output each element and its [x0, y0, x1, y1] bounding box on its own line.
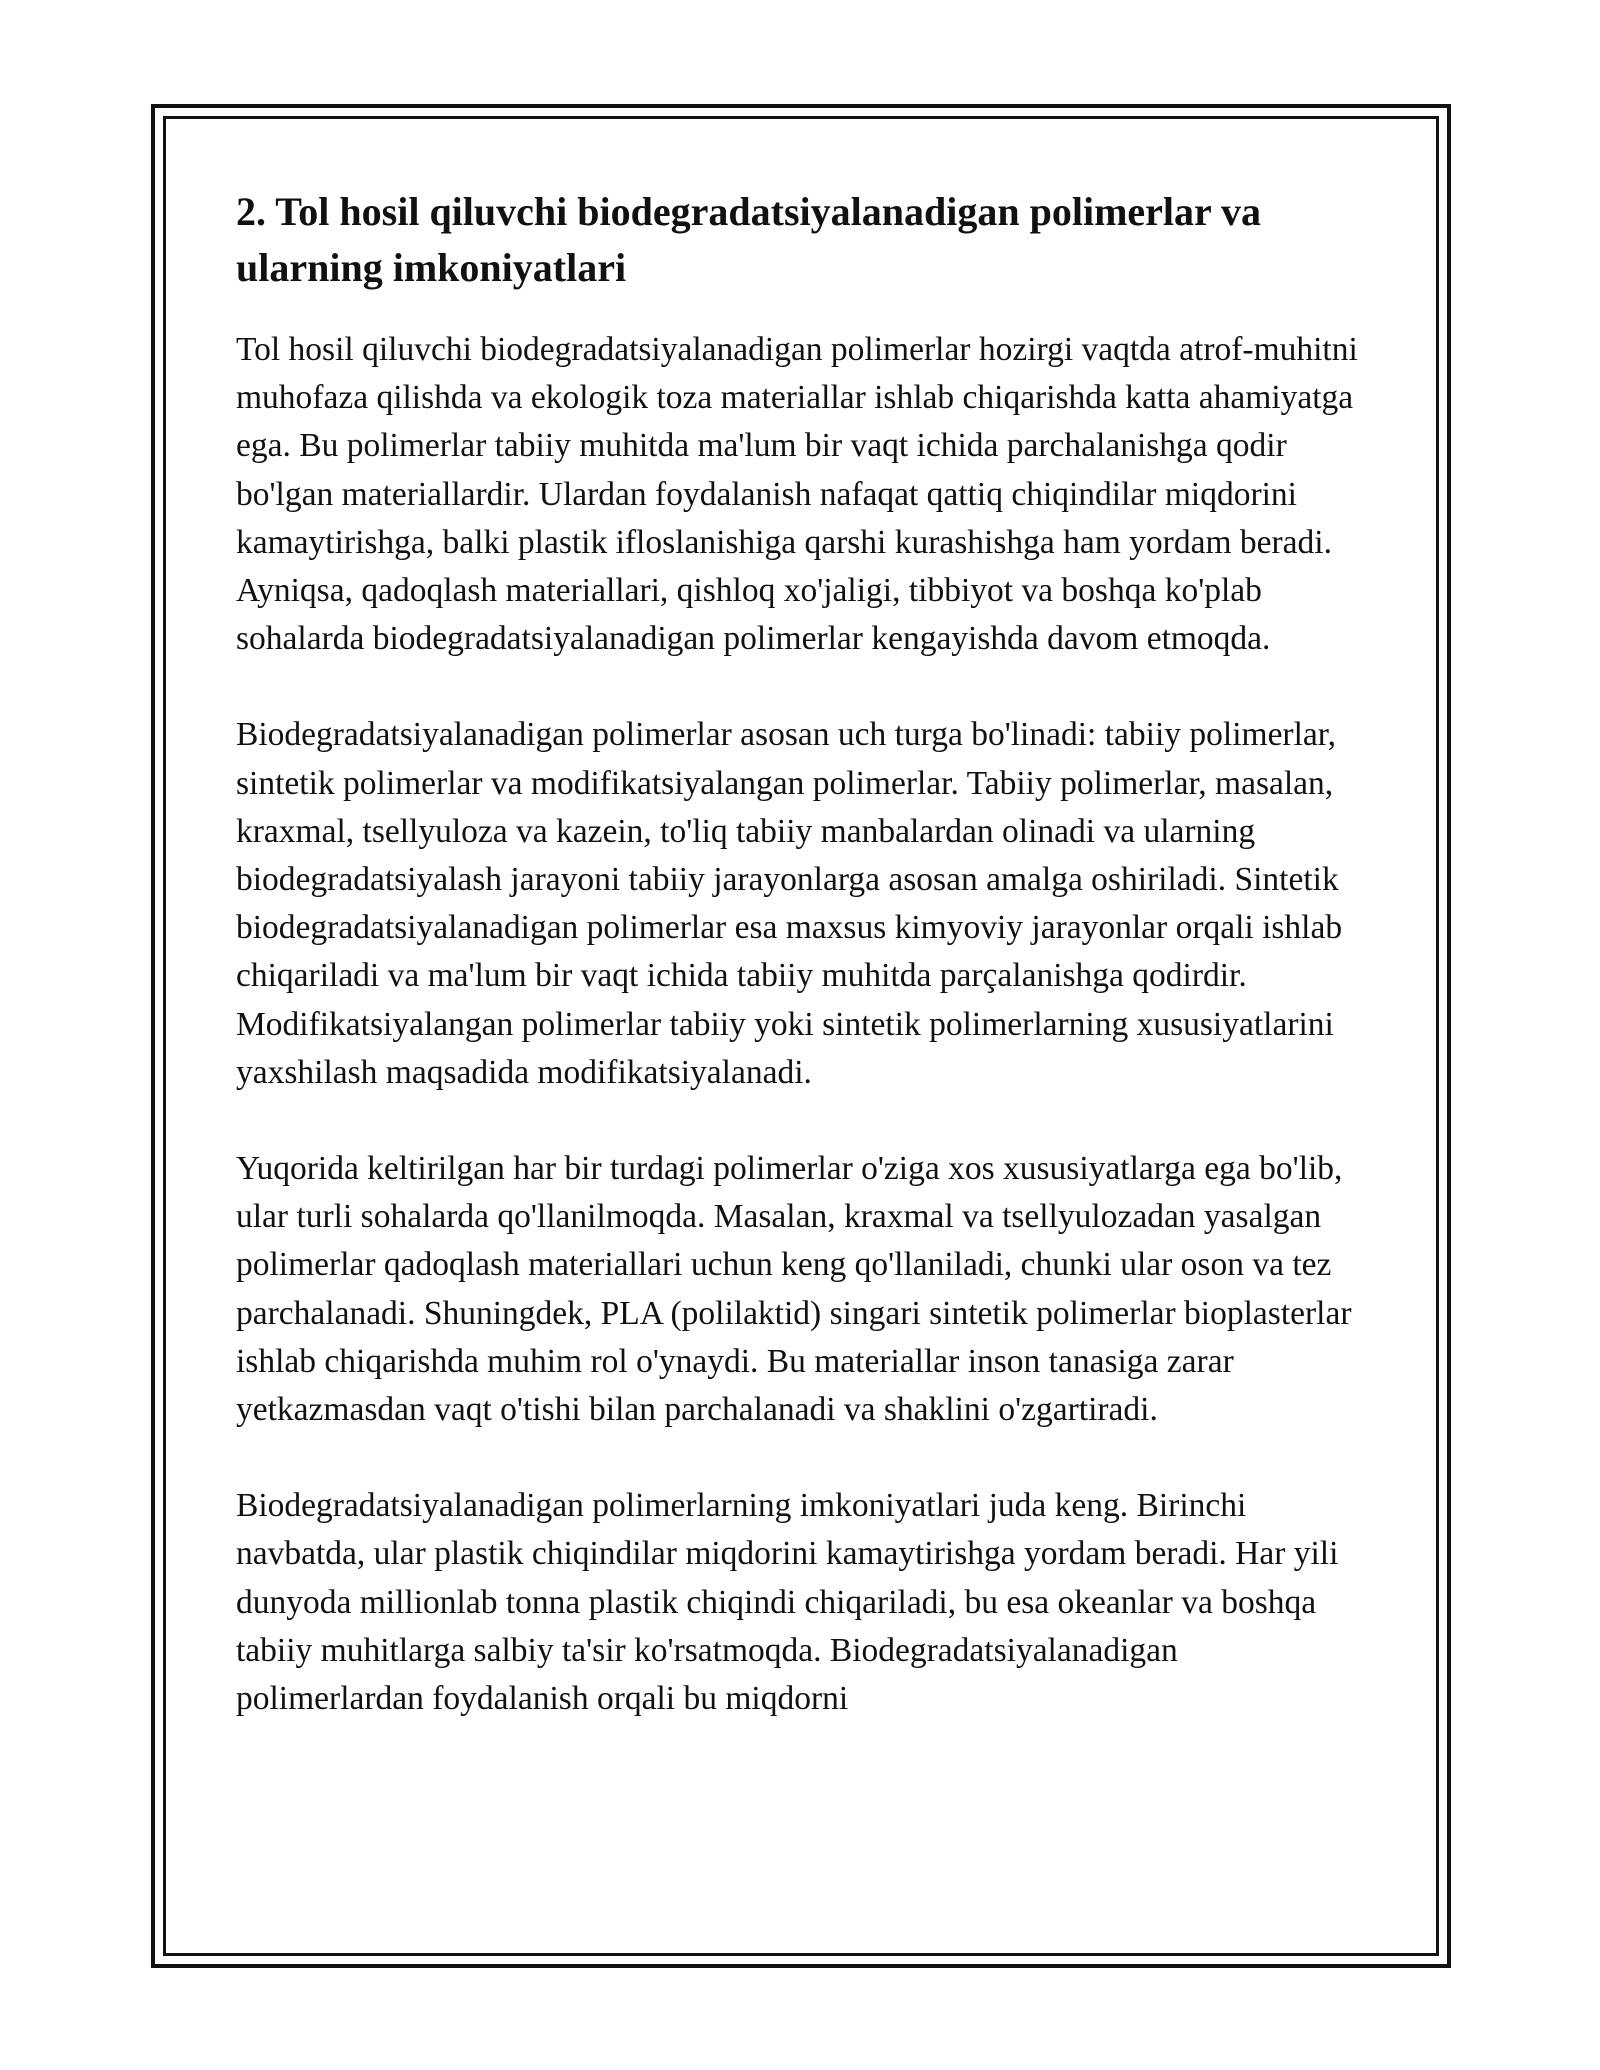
- paragraph-1: Tol hosil qiluvchi biodegradatsiyalanadigan polimerlar hozirgi vaqtda atrof-muhitni muhofaza qilishda va ekologik toza materiallar ishlab chiqarishda katta ahamiyatga ega. Bu polimerlar tabiiy muhitda ma'lum bir vaqt ichida parchalanishga qodir bo'lgan materiallardir. Ulardan foydalanish nafaqat qattiq chiqindilar miqdorini kamaytirishga, balki plastik ifloslanishiga qarshi kurashishga ham yordam beradi. Ayniqsa, qadoqlash materiallari, qishloq xo'jaligi, tibbiyot va boshqa ko'plab sohalarda biodegradatsiyalanadigan polimerlar kengayishda davom etmoqda.: [236, 331, 1358, 658]
- document-content: [236, 184, 1366, 1771]
- section-title: 2. Tol hosil qiluvchi biodegradatsiyalanadigan polimerlar va ularning imkoniyatlari: [236, 189, 1262, 290]
- paragraph-4: Biodegradatsiyalanadigan polimerlarning imkoniyatlari juda keng. Birinchi navbatda, ular plastik chiqindilar miqdorini kamaytirishga yordam beradi. Har yili dunyoda millionlab tonna plastik chiqindi chiqariladi, bu esa okeanlar va boshqa tabiiy muhitlarga salbiy ta'sir ko'rsatmoqda. Biodegradatsiyalanadigan polimerlardan foydalanish orqali bu miqdorni: [236, 1487, 1339, 1718]
- paragraph-3: Yuqorida keltirilgan har bir turdagi polimerlar o'ziga xos xususiyatlarga ega bo'lib, ular turli sohalarda qo'llanilmoqda. Masalan, kraxmal va tsellyulozadan yasalgan polimerlar qadoqlash materiallari uchun keng qo'llaniladi, chunki ular oson va tez parchalanadi. Shuningdek, PLA (polilaktid) singari sintetik polimerlar bioplasterlar ishlab chiqarishda muhim rol o'ynaydi. Bu materiallar inson tanasiga zarar yetkazmasdan vaqt o'tishi bilan parchalanadi va shaklini o'zgartiradi.: [236, 1150, 1352, 1429]
- paragraph-2: Biodegradatsiyalanadigan polimerlar asosan uch turga bo'linadi: tabiiy polimerlar, sintetik polimerlar va modifikatsiyalangan polimerlar. Tabiiy polimerlar, masalan, kraxmal, tsellyuloza va kazein, to'liq tabiiy manbalardan olinadi va ularning biodegradatsiyalash jarayoni tabiiy jarayonlarga asosan amalga oshiriladi. Sintetik biodegradatsiyalanadigan polimerlar esa maxsus kimyoviy jarayonlar orqali ishlab chiqariladi va ma'lum bir vaqt ichida tabiiy muhitda parçalanishga qodirdir. Modifikatsiyalangan polimerlar tabiiy yoki sintetik polimerlarning xususiyatlarini yaxshilash maqsadida modifikatsiyalanadi.: [236, 716, 1343, 1091]
